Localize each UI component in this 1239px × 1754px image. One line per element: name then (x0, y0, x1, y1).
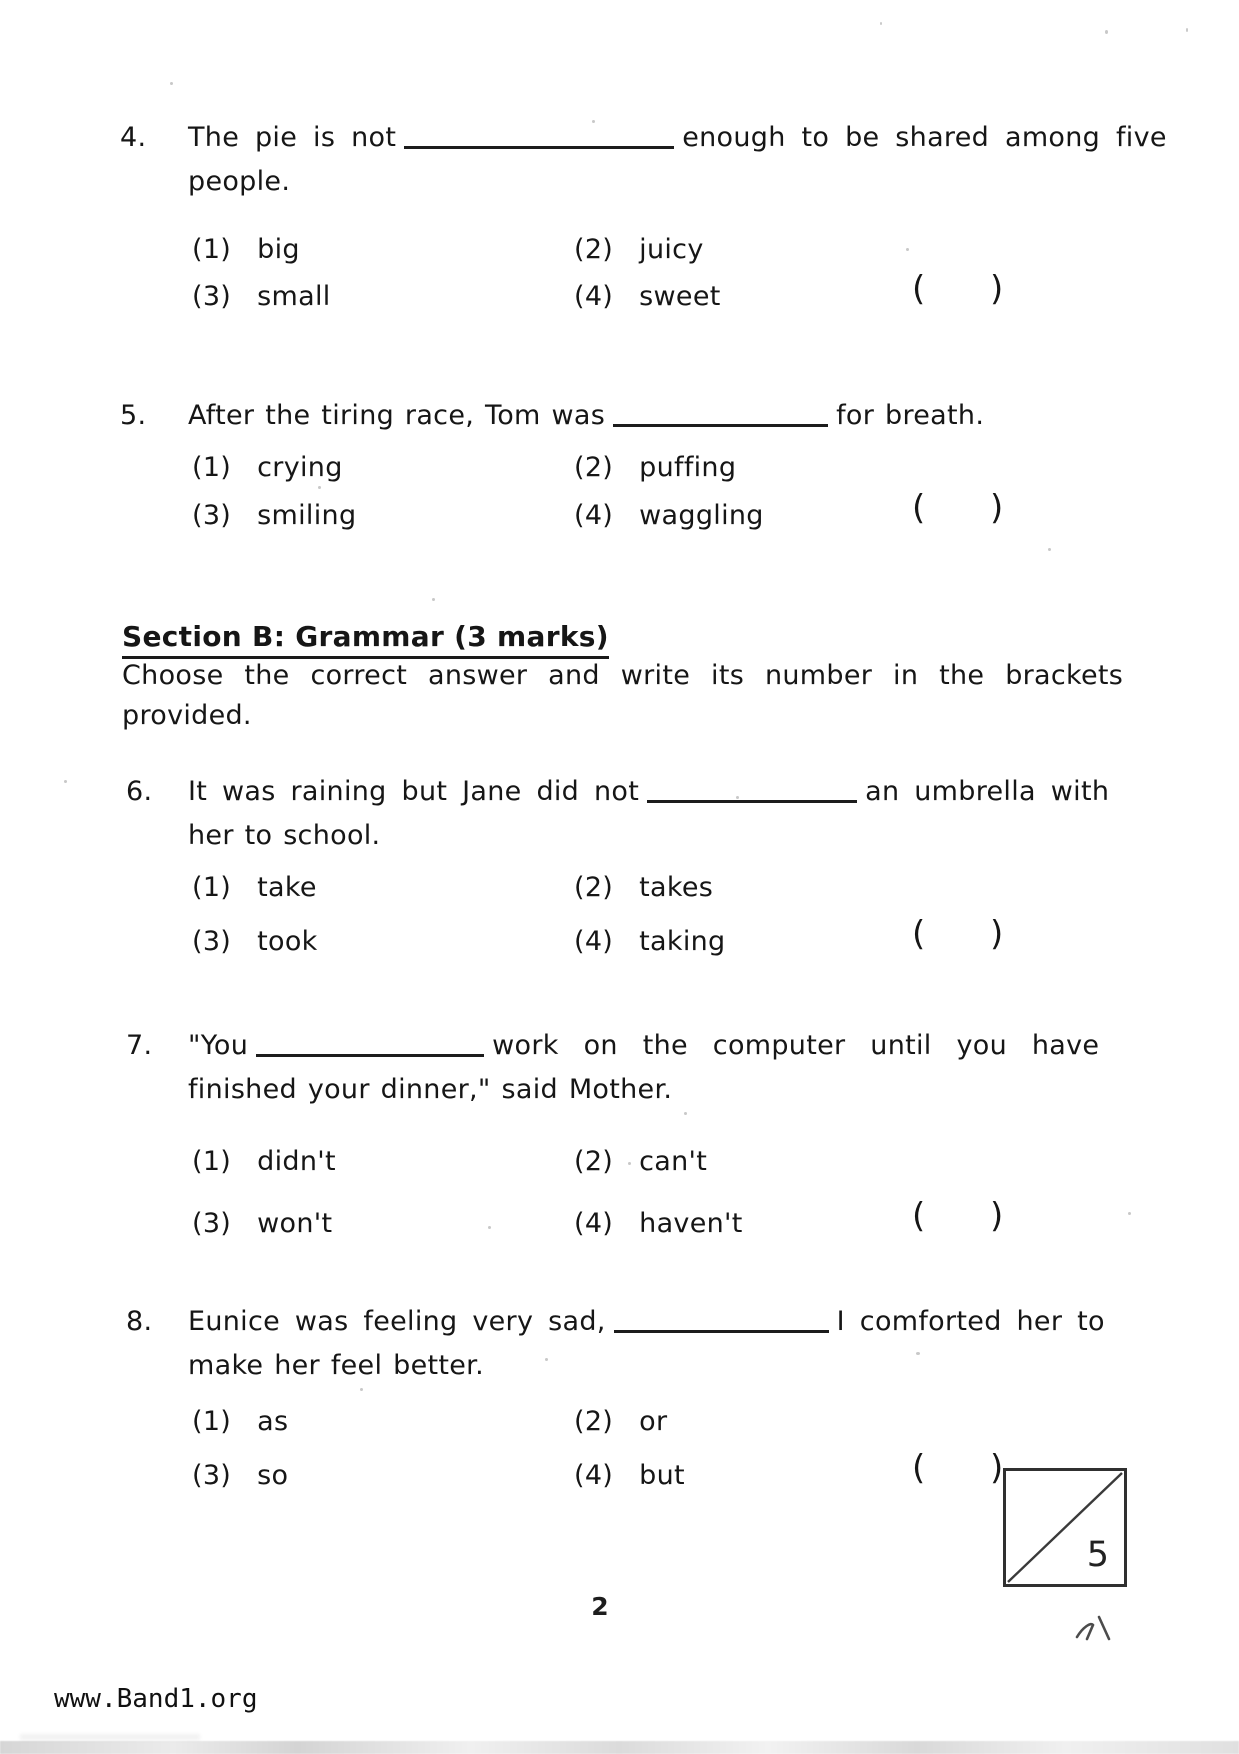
option-word: big (257, 234, 300, 265)
option-label: (2) (574, 1406, 614, 1437)
section-instructions-line1: Choose the correct answer and write its number in the brackets (122, 660, 1124, 691)
option (574, 500, 764, 531)
page-number: 2 (591, 1592, 609, 1621)
footer-url: www.Band1.org (54, 1684, 258, 1714)
answer-bracket-open: ( (912, 269, 926, 309)
answer-bracket-close: ) (990, 488, 1004, 528)
option-label: (4) (574, 926, 614, 957)
scan-speck (64, 780, 67, 783)
text-after-blank: an umbrella with (865, 776, 1110, 807)
option-word: small (257, 281, 331, 312)
option-label: (1) (192, 234, 232, 265)
text-after-blank: for breath. (836, 400, 985, 431)
option (574, 452, 736, 483)
text-after-blank: work on the computer until you have (492, 1030, 1100, 1061)
option-word: waggling (639, 500, 764, 531)
question-number: 8. (126, 1306, 153, 1337)
question-text-line1 (188, 122, 1167, 153)
option-label: (4) (574, 1208, 614, 1239)
question-text-line2: make her feel better. (188, 1350, 484, 1381)
section-heading: Section B: Grammar (3 marks) (122, 620, 609, 659)
option-word: took (257, 926, 318, 957)
option (192, 281, 331, 312)
option-word: or (639, 1406, 668, 1437)
question-number: 5. (120, 400, 147, 431)
option-label: (3) (192, 281, 232, 312)
answer-blank (647, 782, 857, 803)
question-number: 6. (126, 776, 153, 807)
option-word: puffing (639, 452, 737, 483)
question-text-line1 (188, 400, 984, 431)
section-instructions-line2: provided. (122, 700, 252, 731)
score-box-value: 5 (1086, 1535, 1109, 1575)
option (192, 872, 317, 903)
option-word: but (639, 1460, 685, 1491)
option-word: so (257, 1460, 289, 1491)
scan-speck (1048, 548, 1051, 551)
text-after-blank: I comforted her to (836, 1306, 1105, 1337)
option (574, 1460, 685, 1491)
option-label: (4) (574, 281, 614, 312)
option (574, 872, 713, 903)
scan-speck (684, 1112, 687, 1115)
option-label: (1) (192, 452, 232, 483)
scan-speck (488, 1226, 491, 1229)
option-label: (3) (192, 1460, 232, 1491)
text-before-blank: The pie is not (188, 122, 397, 153)
answer-blank (404, 128, 674, 149)
option (192, 1460, 288, 1491)
handwritten-mark (1070, 1608, 1118, 1650)
option-label: (3) (192, 926, 232, 957)
option (192, 452, 343, 483)
scan-speck (916, 1352, 920, 1355)
scan-speck (545, 1358, 548, 1361)
scan-speck (1186, 28, 1188, 32)
scan-speck (880, 22, 882, 25)
option-word: didn't (257, 1146, 336, 1177)
scan-artifact-band (0, 1741, 1239, 1754)
answer-bracket-open: ( (912, 488, 926, 528)
answer-bracket-close: ) (990, 1196, 1004, 1236)
option (192, 500, 356, 531)
answer-bracket-close: ) (990, 1448, 1004, 1488)
score-box (1003, 1468, 1127, 1587)
option (574, 1406, 667, 1437)
scan-speck (432, 598, 435, 601)
question-text-line2: finished your dinner," said Mother. (188, 1074, 673, 1105)
question-number: 7. (126, 1030, 153, 1061)
option-label: (1) (192, 1406, 232, 1437)
option-word: can't (639, 1146, 708, 1177)
scan-speck (1128, 1212, 1131, 1215)
option-word: juicy (639, 234, 704, 265)
option-label: (2) (574, 452, 614, 483)
option-label: (3) (192, 1208, 232, 1239)
question-text-line1 (188, 776, 1109, 807)
answer-bracket-close: ) (990, 914, 1004, 954)
option (192, 1406, 288, 1437)
option-word: sweet (639, 281, 721, 312)
question-text-line2: her to school. (188, 820, 381, 851)
scan-speck (906, 248, 909, 251)
question-text-line1 (188, 1030, 1099, 1061)
option-word: takes (639, 872, 714, 903)
scan-speck (628, 1162, 631, 1165)
option-word: won't (257, 1208, 333, 1239)
option-label: (1) (192, 1146, 232, 1177)
option-label: (2) (574, 872, 614, 903)
option-word: haven't (639, 1208, 743, 1239)
scan-speck (318, 486, 321, 489)
text-before-blank: After the tiring race, Tom was (188, 400, 606, 431)
option-word: crying (257, 452, 343, 483)
option-label: (1) (192, 872, 232, 903)
option-word: as (257, 1406, 289, 1437)
text-before-blank: It was raining but Jane did not (188, 776, 640, 807)
answer-blank (256, 1036, 484, 1057)
question-number: 4. (120, 122, 147, 153)
scan-speck (1105, 30, 1108, 34)
option-label: (3) (192, 500, 232, 531)
option (192, 1208, 332, 1239)
option (192, 1146, 336, 1177)
scan-smudge (20, 1734, 200, 1740)
scan-speck (736, 796, 739, 799)
option (574, 1208, 743, 1239)
text-before-blank: Eunice was feeling very sad, (188, 1306, 606, 1337)
option-label: (2) (574, 234, 614, 265)
scan-speck (360, 1388, 363, 1391)
option (192, 926, 318, 957)
scan-speck (170, 82, 173, 85)
answer-blank (614, 1312, 829, 1333)
answer-bracket-open: ( (912, 1196, 926, 1236)
text-before-blank: "You (188, 1030, 249, 1061)
option-word: taking (639, 926, 726, 957)
option-label: (4) (574, 500, 614, 531)
answer-bracket-open: ( (912, 1448, 926, 1488)
answer-bracket-open: ( (912, 914, 926, 954)
answer-bracket-close: ) (990, 269, 1004, 309)
option-label: (4) (574, 1460, 614, 1491)
option (574, 234, 704, 265)
option (574, 926, 725, 957)
option (574, 1146, 707, 1177)
scan-speck (592, 120, 595, 123)
option-word: take (257, 872, 317, 903)
question-text-line1 (188, 1306, 1105, 1337)
text-after-blank: enough to be shared among five (682, 122, 1167, 153)
option (192, 234, 300, 265)
question-text-line2: people. (188, 166, 291, 197)
option-label: (2) (574, 1146, 614, 1177)
option (574, 281, 721, 312)
option-word: smiling (257, 500, 357, 531)
answer-blank (613, 406, 828, 427)
